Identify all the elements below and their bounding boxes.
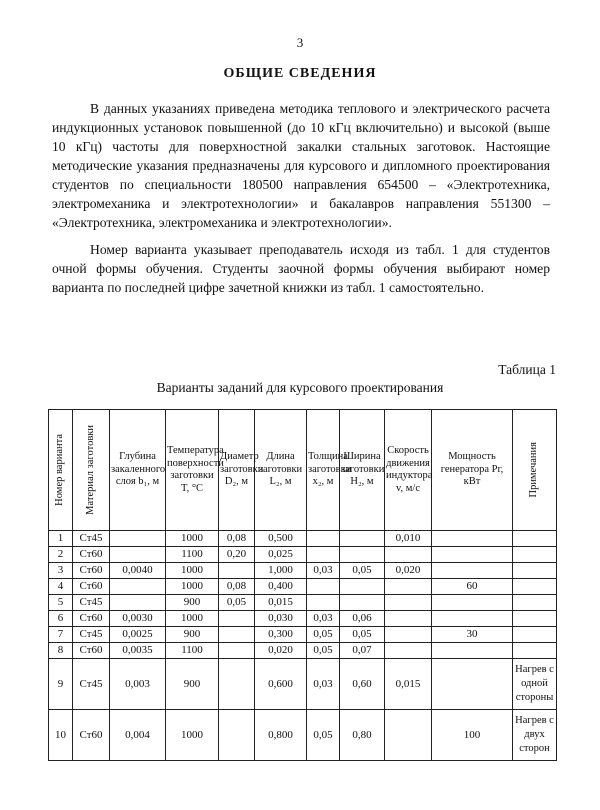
table-cell: 4	[49, 579, 73, 595]
table-label: Таблица 1	[498, 362, 556, 377]
table-cell	[385, 611, 432, 627]
table-cell	[432, 659, 513, 710]
table-cell	[219, 659, 255, 710]
table-cell: Ст60	[73, 710, 110, 761]
table-cell: 0,05	[340, 563, 385, 579]
table-cell: 0,400	[255, 579, 307, 595]
table-cell	[432, 643, 513, 659]
table-cell: 0,03	[307, 563, 340, 579]
table-cell	[432, 563, 513, 579]
table-cell: 0,600	[255, 659, 307, 710]
table-cell	[340, 547, 385, 563]
table-cell	[307, 579, 340, 595]
table-title: Варианты заданий для курсового проектирования	[156, 380, 444, 395]
table-cell: 30	[432, 627, 513, 643]
table-cell: 1100	[166, 547, 219, 563]
col-header-temperature: Температура поверхности заготовки T, °C	[166, 410, 219, 531]
table-cell: 0,300	[255, 627, 307, 643]
table-cell: 1000	[166, 710, 219, 761]
table-cell	[513, 547, 557, 563]
page-number: 3	[296, 35, 304, 50]
col-header-notes: Примечания	[513, 410, 557, 531]
table-cell: 0,07	[340, 643, 385, 659]
table-cell: 8	[49, 643, 73, 659]
table-cell: 0,800	[255, 710, 307, 761]
table-cell	[219, 563, 255, 579]
table-cell: Ст60	[73, 643, 110, 659]
table-cell	[513, 563, 557, 579]
table-cell: 10	[49, 710, 73, 761]
table-cell: 100	[432, 710, 513, 761]
table-cell: Ст60	[73, 563, 110, 579]
table-cell	[110, 531, 166, 547]
table-cell	[307, 531, 340, 547]
table-row	[49, 579, 557, 595]
table-cell	[340, 531, 385, 547]
table-cell: Ст60	[73, 611, 110, 627]
table-cell	[513, 579, 557, 595]
table-cell: Ст45	[73, 531, 110, 547]
col-header-thickness: Толщина заготовки x₂, м	[307, 410, 340, 531]
table-cell: 0,030	[255, 611, 307, 627]
table-cell	[432, 611, 513, 627]
table-cell: Ст60	[73, 579, 110, 595]
table-cell	[110, 547, 166, 563]
table-cell: Нагрев с одной стороны	[513, 659, 557, 710]
table-cell	[219, 643, 255, 659]
variants-table	[48, 409, 557, 761]
table-cell: 0,05	[219, 595, 255, 611]
table-cell: 6	[49, 611, 73, 627]
table-cell: 0,015	[255, 595, 307, 611]
table-cell	[513, 643, 557, 659]
table-cell: 0,80	[340, 710, 385, 761]
variant-paragraph: Номер варианта указывает преподаватель исходя из табл. 1 для студентов очной формы обучения. Студенты заочной формы обучения выбирают номер варианта по последней цифре зачетной книжки из табл. 1 самостоятельно.	[52, 242, 550, 295]
table-cell	[110, 579, 166, 595]
table-cell: Нагрев с двух сторон	[513, 710, 557, 761]
table-row	[49, 627, 557, 643]
table-cell: 60	[432, 579, 513, 595]
table-cell	[110, 595, 166, 611]
col-header-power: Мощность генератора Pг, кВт	[432, 410, 513, 531]
col-header-length: Длина заготовки L₂, м	[255, 410, 307, 531]
table-cell: 900	[166, 595, 219, 611]
table-cell: 0,08	[219, 579, 255, 595]
table-cell: 0,05	[307, 710, 340, 761]
table-cell: 0,010	[385, 531, 432, 547]
table-cell: 0,0040	[110, 563, 166, 579]
col-header-depth: Глубина закаленного слоя b₁, м	[110, 410, 166, 531]
table-cell	[385, 547, 432, 563]
table-cell: 0,020	[385, 563, 432, 579]
table-cell: 0,020	[255, 643, 307, 659]
table-cell	[385, 627, 432, 643]
table-cell: 1000	[166, 563, 219, 579]
table-cell: 0,500	[255, 531, 307, 547]
table-cell: 1100	[166, 643, 219, 659]
table-cell: 1000	[166, 579, 219, 595]
table-cell	[307, 595, 340, 611]
table-cell	[219, 627, 255, 643]
table-row	[49, 643, 557, 659]
col-header-speed: Скорость движения индуктора v, м/с	[385, 410, 432, 531]
table-row	[49, 547, 557, 563]
table-row	[49, 659, 557, 710]
table-cell	[513, 627, 557, 643]
table-cell: 0,004	[110, 710, 166, 761]
table-cell: 0,05	[340, 627, 385, 643]
table-cell	[385, 595, 432, 611]
table-cell: 0,0025	[110, 627, 166, 643]
col-header-width: Ширина заготовки H₂, м	[340, 410, 385, 531]
table-cell: 0,20	[219, 547, 255, 563]
table-cell	[385, 643, 432, 659]
table-cell: 3	[49, 563, 73, 579]
table-row	[49, 611, 557, 627]
table-row	[49, 531, 557, 547]
table-cell: 9	[49, 659, 73, 710]
table-cell	[432, 595, 513, 611]
table-cell: 1	[49, 531, 73, 547]
col-header-variant: Номер варианта	[49, 410, 73, 531]
table-cell: 1000	[166, 531, 219, 547]
table-cell: 0,03	[307, 659, 340, 710]
table-cell: 0,05	[307, 643, 340, 659]
table-cell	[385, 579, 432, 595]
table-cell: 5	[49, 595, 73, 611]
table-cell	[340, 579, 385, 595]
col-header-diameter: Диаметр заготовки D₂, м	[219, 410, 255, 531]
table-cell	[432, 547, 513, 563]
table-cell	[307, 547, 340, 563]
table-cell: 0,05	[307, 627, 340, 643]
table-cell: 0,025	[255, 547, 307, 563]
table-header-row	[49, 410, 557, 531]
table-cell	[432, 531, 513, 547]
table-row	[49, 710, 557, 761]
table-cell: 2	[49, 547, 73, 563]
table-cell: Ст45	[73, 659, 110, 710]
table-cell: Ст60	[73, 547, 110, 563]
table-cell	[219, 611, 255, 627]
table-cell: 0,015	[385, 659, 432, 710]
table-cell: 0,60	[340, 659, 385, 710]
table-cell: 0,003	[110, 659, 166, 710]
table-cell: Ст45	[73, 595, 110, 611]
table-cell: 0,0030	[110, 611, 166, 627]
table-row	[49, 595, 557, 611]
table-cell: 1000	[166, 611, 219, 627]
table-cell	[513, 611, 557, 627]
col-header-material: Материал заготовки	[73, 410, 110, 531]
table-cell: 0,08	[219, 531, 255, 547]
table-cell: 0,0035	[110, 643, 166, 659]
table-cell: 0,03	[307, 611, 340, 627]
table-cell	[385, 710, 432, 761]
table-cell	[219, 710, 255, 761]
table-cell: 1,000	[255, 563, 307, 579]
table-cell: 900	[166, 627, 219, 643]
section-heading: ОБЩИЕ СВЕДЕНИЯ	[223, 66, 377, 81]
table-cell: 7	[49, 627, 73, 643]
table-cell	[513, 531, 557, 547]
table-cell	[513, 595, 557, 611]
intro-paragraph: В данных указаниях приведена методика теплового и электрического расчета индукционных установок повышенной (до 10 кГц включительно) и высокой (выше 10 кГц) частоты для поверхностной закалки стальных заготовок. Настоящие методические указания предназначены для курсового и дипломного проектирования студентов по специальности 180500 направления 654500 – «Электротехника, электромеханика и электротехнологии» и бакалавров направления 551300 – «Электротехника, электромеханика и электротехнологии».	[52, 101, 550, 230]
table-cell: 0,06	[340, 611, 385, 627]
table-row	[49, 563, 557, 579]
table-cell	[340, 595, 385, 611]
table-cell: Ст45	[73, 627, 110, 643]
table-cell: 900	[166, 659, 219, 710]
